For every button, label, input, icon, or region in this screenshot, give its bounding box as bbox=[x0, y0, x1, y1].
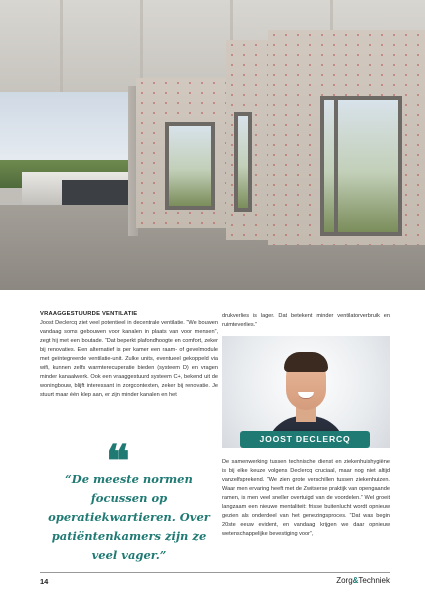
window-left bbox=[165, 122, 215, 210]
brand-part-2: Techniek bbox=[358, 576, 390, 585]
brand-ampersand: & bbox=[352, 576, 359, 585]
window-narrow bbox=[234, 112, 252, 212]
article-paragraph: drukverlies is lager. Dat betekent minder ventilatorverbruik en ruimteverlies.” bbox=[222, 313, 390, 328]
brand-part-1: Zorg bbox=[336, 576, 353, 585]
pull-quote: “De meeste normen focussen op operatiekwartieren. Over patiëntenkamers zijn ze veel vager.” bbox=[48, 472, 210, 562]
window-right bbox=[320, 96, 402, 236]
name-badge: JOOST DECLERCQ bbox=[240, 431, 370, 448]
article-paragraph: De samenwerking tussen technische dienst en ziekenhuishygiëne is bij elke keuze volgens Declercq cruciaal, maar nog niet altijd vanzelfsprekend. “We zien grote verschillen tussen ziekenhuizen. Waar men ervaring heeft met de Zwitserse praktijk van opengaande ramen, is men veel sneller overtuigd van de voordelen.” Wel groeit langzaam een nieuwe mentaliteit: frisse buitenlucht wordt opnieuw gezien als onderdeel van het genezingsproces. “Dat was begin 20ste eeuw evident, en vandaag krijgen we daar opnieuw wetenschappelijke bevestiging voor”, bbox=[222, 459, 391, 537]
quote-mark-icon: ❝ bbox=[106, 436, 130, 487]
magazine-brand bbox=[336, 576, 390, 585]
article-column-right bbox=[222, 458, 390, 539]
article-paragraph: Joost Declercq ziet veel potentieel in decentrale ventilatie. “We bouwen vandaag soms gebouwen voor kanalen in plaats van voor mensen”, zegt hij met een boutade. “Dat beperkt plafondhoogte en comfort, zeker bij renovaties. Een alternatief is per kamer een raam- of gevelmodule met geïntegreerde ventilatie-unit. Zulke units, eventueel gekoppeld via wifi, kunnen zelfs warmterecuperatie bieden (systeem D) en vragen minder kanaalwerk. Ook een vraaggestuurd systeem C+, bekend uit de woningbouw, blijft interessant in zorgcontexten, zeker bij renovatie. Je stuurt maar één klep aan, er zijn minder kanalen en het bbox=[40, 320, 218, 398]
page-number: 14 bbox=[40, 577, 49, 586]
article-column-right-top bbox=[222, 312, 390, 330]
hero-photo bbox=[0, 0, 425, 290]
article-column-left bbox=[40, 310, 218, 400]
portrait-hair bbox=[284, 352, 328, 372]
ceiling-seam bbox=[60, 0, 63, 92]
footer-rule bbox=[40, 572, 390, 573]
section-heading: VRAAGGESTUURDE VENTILATIE bbox=[40, 311, 138, 317]
